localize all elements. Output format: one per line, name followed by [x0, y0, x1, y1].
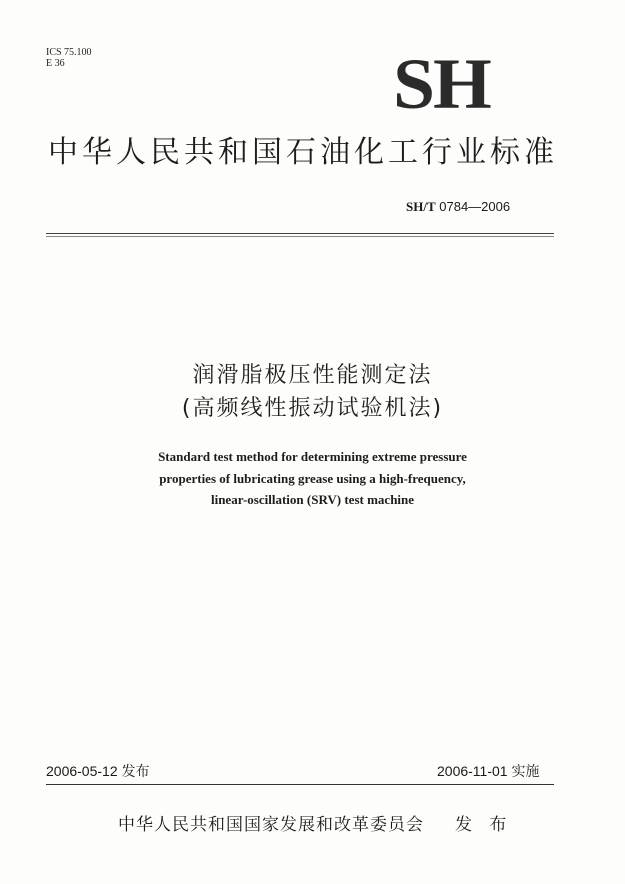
document-title-cn-line2: (高频线性振动试验机法)	[181, 396, 444, 421]
document-title-en-line3: linear-oscillation (SRV) test machine	[210, 492, 415, 507]
document-title-en-line2: properties of lubricating grease using a high-frequency,	[159, 471, 466, 486]
document-title-en-line1: Standard test method for determining extreme pressure	[158, 449, 467, 464]
standard-number-value: 0784—2006	[439, 199, 511, 214]
header-divider-secondary	[46, 236, 554, 237]
classification-codes	[46, 47, 92, 69]
issuing-authority-title: 中华人民共和国石油化工行业标准	[48, 135, 558, 170]
document-title-cn-line1: 润滑脂极压性能测定法	[192, 363, 433, 388]
sh-logo: SH	[393, 44, 490, 124]
publisher-name: 中华人民共和国国家发展和改革委员会	[118, 815, 424, 835]
issue-date: 2006-05-12 发布	[46, 763, 150, 779]
standard-number	[406, 199, 510, 215]
header-divider	[46, 233, 554, 234]
implementation-date: 2006-11-01 实施	[437, 763, 540, 779]
category-code: E 36	[46, 58, 65, 69]
footer-divider	[46, 784, 554, 785]
ics-code: ICS 75.100	[46, 47, 92, 58]
standard-number-prefix: SH/T	[406, 199, 436, 214]
publish-label: 发 布	[455, 815, 513, 835]
